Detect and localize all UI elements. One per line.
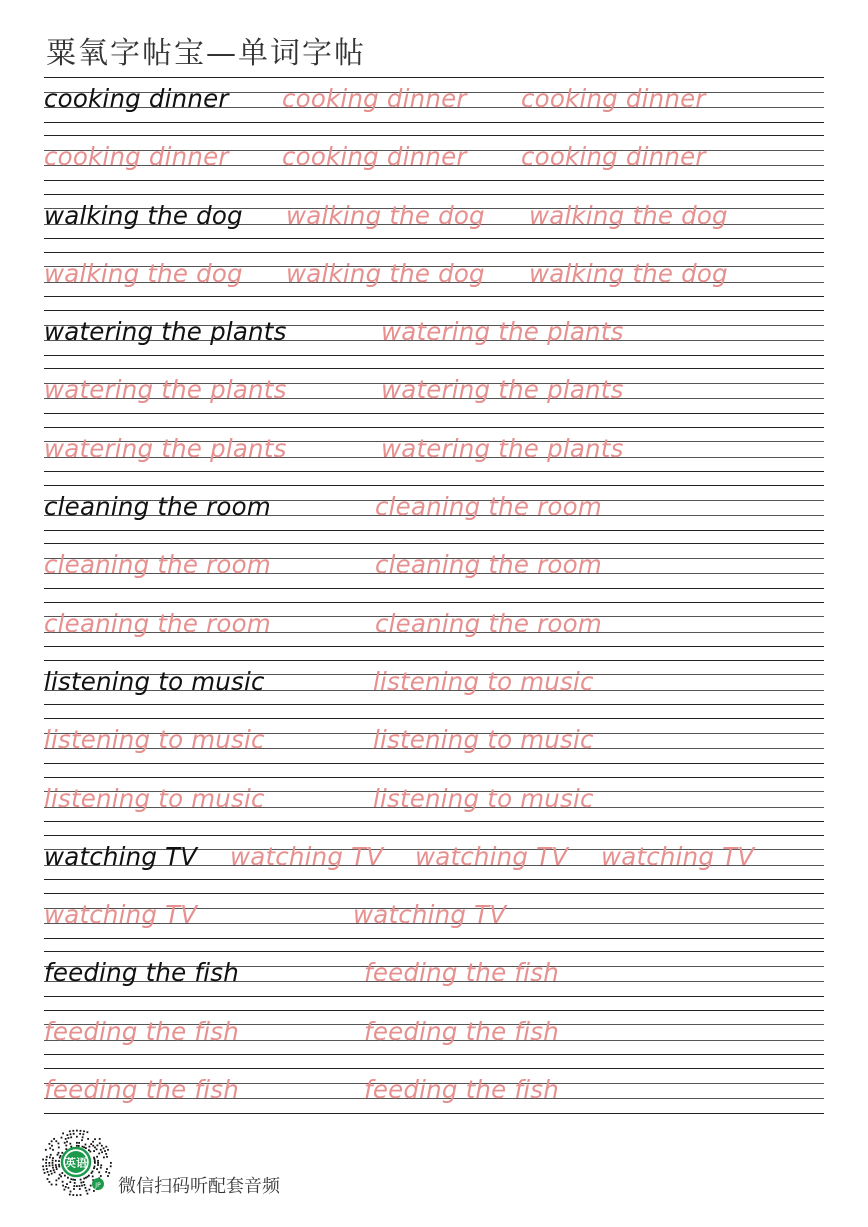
guide-line — [44, 646, 824, 647]
guide-line — [44, 660, 824, 661]
qr-corner-mark: JP — [95, 1182, 101, 1189]
guide-line — [44, 879, 824, 880]
trace-word: listening to music — [44, 725, 265, 755]
model-word: cooking dinner — [44, 84, 229, 113]
trace-word: feeding the fish — [44, 1016, 239, 1046]
trace-word: cleaning the room — [375, 492, 602, 522]
practice-row — [44, 252, 824, 310]
practice-row — [44, 660, 824, 718]
trace-word: watering the plants — [44, 433, 287, 463]
trace-word: cooking dinner — [521, 84, 706, 113]
guide-line — [44, 588, 824, 589]
trace-word: cooking dinner — [44, 142, 229, 172]
practice-row — [44, 485, 824, 543]
guide-line — [44, 296, 824, 297]
guide-line — [44, 252, 824, 253]
guide-line — [44, 180, 824, 181]
trace-word: watering the plants — [44, 375, 287, 405]
guide-line — [44, 704, 824, 705]
trace-word: walking the dog — [286, 200, 485, 230]
trace-word: feeding the fish — [364, 958, 559, 988]
trace-word: walking the dog — [529, 200, 728, 230]
trace-word: listening to music — [373, 725, 594, 755]
trace-word: listening to music — [44, 783, 265, 813]
trace-word: cooking dinner — [521, 142, 706, 172]
guide-line — [44, 238, 824, 239]
guide-line — [44, 821, 824, 822]
guide-line — [44, 485, 824, 486]
guide-line — [44, 835, 824, 836]
trace-word: cooking dinner — [282, 142, 467, 172]
model-word: feeding the fish — [44, 958, 239, 988]
guide-line — [44, 530, 824, 531]
trace-word: feeding the fish — [44, 1075, 239, 1105]
trace-word: watching TV — [415, 841, 569, 871]
qr-badge-text: 英语 — [65, 1156, 87, 1170]
trace-word: watching TV — [353, 900, 507, 930]
guide-line — [44, 602, 824, 603]
practice-row — [44, 777, 824, 835]
trace-word: walking the dog — [44, 258, 243, 288]
guide-line — [44, 951, 824, 952]
trace-word: listening to music — [373, 666, 594, 696]
model-word: watering the plants — [44, 317, 287, 347]
practice-row — [44, 368, 824, 426]
trace-word: cooking dinner — [282, 84, 467, 113]
guide-line — [44, 194, 824, 195]
trace-word: listening to music — [373, 783, 594, 813]
practice-row — [44, 602, 824, 660]
trace-word: cleaning the room — [44, 608, 271, 638]
guide-line — [44, 355, 824, 356]
trace-word: cleaning the room — [375, 550, 602, 580]
guide-line — [44, 368, 824, 369]
trace-word: watching TV — [44, 900, 198, 930]
trace-word: watering the plants — [381, 375, 624, 405]
guide-line — [44, 1010, 824, 1011]
practice-row — [44, 893, 824, 951]
model-word: listening to music — [44, 666, 265, 696]
guide-line — [44, 543, 824, 544]
trace-word: watering the plants — [381, 317, 624, 347]
guide-line — [44, 1068, 824, 1069]
page-title: 粟氧字帖宝—单词字帖 — [46, 36, 366, 71]
trace-word: cleaning the room — [44, 550, 271, 580]
trace-word: feeding the fish — [364, 1075, 559, 1105]
practice-row — [44, 835, 824, 893]
guide-line — [44, 938, 824, 939]
guide-line — [44, 413, 824, 414]
practice-row — [44, 427, 824, 485]
guide-line — [44, 718, 824, 719]
practice-row — [44, 194, 824, 252]
guide-line — [44, 427, 824, 428]
model-word: cleaning the room — [44, 492, 271, 522]
guide-line — [44, 122, 824, 123]
practice-row — [44, 135, 824, 193]
guide-line — [44, 996, 824, 997]
guide-line — [44, 135, 824, 136]
practice-row — [44, 1068, 824, 1126]
trace-word: walking the dog — [286, 258, 485, 288]
guide-line — [44, 763, 824, 764]
trace-word: feeding the fish — [364, 1016, 559, 1046]
guide-line — [44, 1054, 824, 1055]
trace-word: walking the dog — [529, 258, 728, 288]
guide-line — [44, 893, 824, 894]
practice-row — [44, 310, 824, 368]
handwriting-practice-sheet — [44, 77, 824, 1126]
practice-row — [44, 951, 824, 1009]
guide-line — [44, 777, 824, 778]
trace-word: watching TV — [601, 841, 755, 871]
guide-line — [44, 77, 824, 78]
practice-row — [44, 77, 824, 135]
trace-word: watching TV — [230, 841, 384, 871]
trace-word: watering the plants — [381, 433, 624, 463]
practice-row — [44, 718, 824, 776]
footer-caption: 微信扫码听配套音频 — [118, 1176, 280, 1197]
model-word: walking the dog — [44, 200, 243, 230]
footer-divider — [44, 1113, 824, 1114]
guide-line — [44, 310, 824, 311]
guide-line — [44, 471, 824, 472]
practice-row — [44, 1010, 824, 1068]
qr-code-icon[interactable] — [40, 1128, 114, 1198]
practice-row — [44, 543, 824, 601]
trace-word: cleaning the room — [375, 608, 602, 638]
model-word: watching TV — [44, 841, 198, 871]
